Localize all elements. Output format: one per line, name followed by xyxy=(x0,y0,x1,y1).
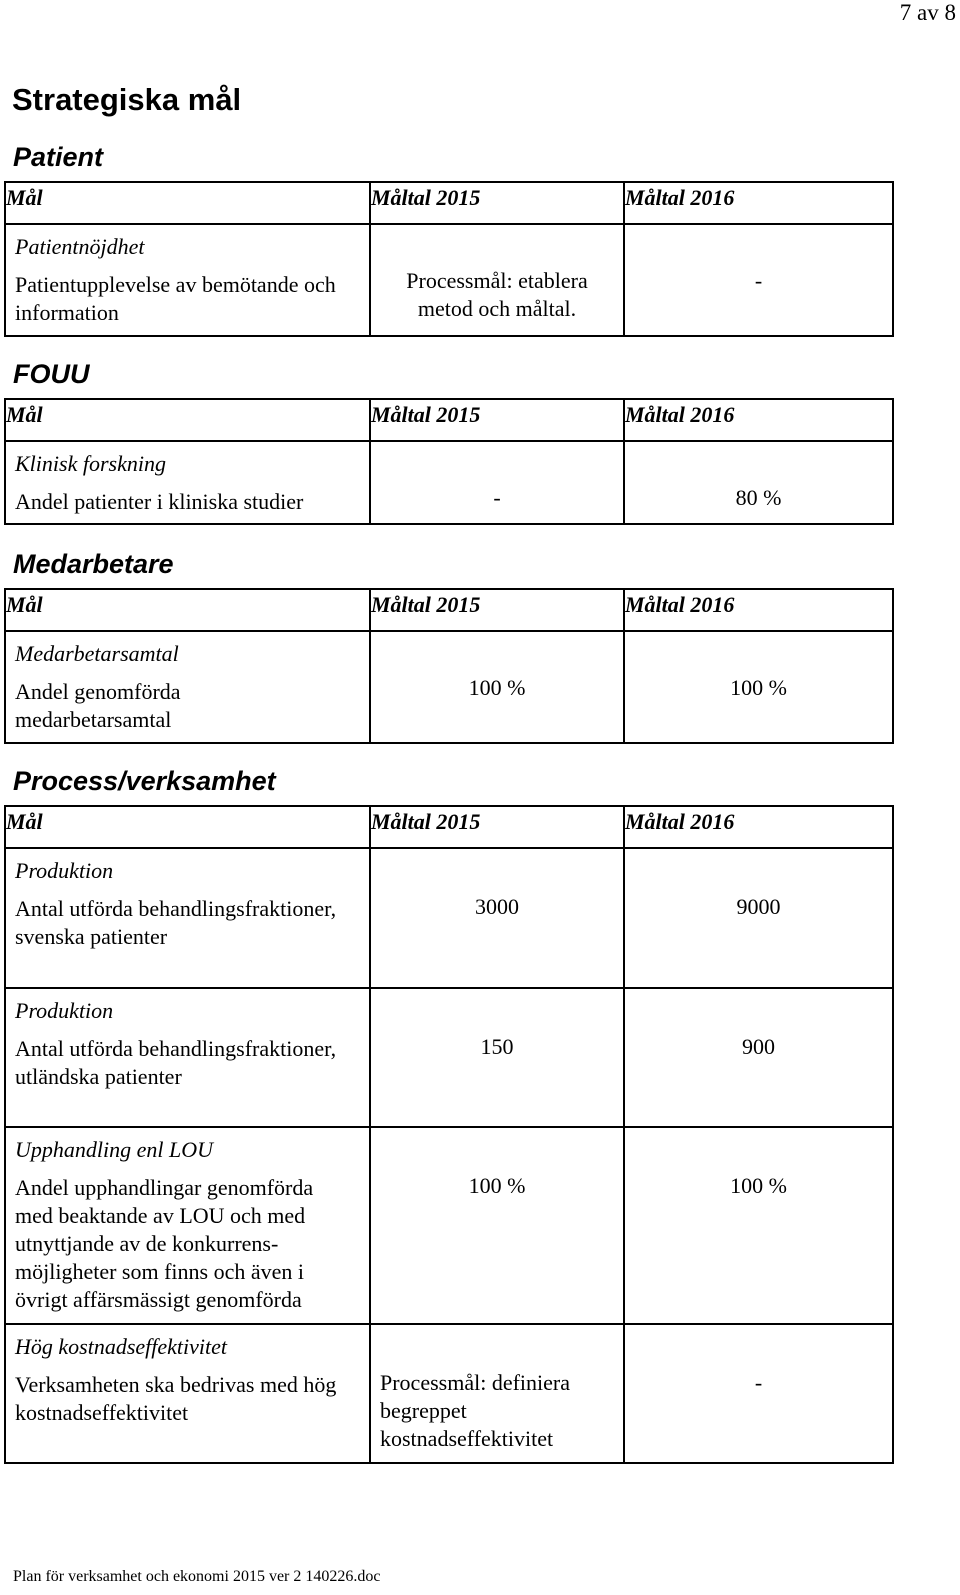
value-2015: - xyxy=(493,485,501,510)
value-2016: 80 % xyxy=(735,485,782,510)
table-fouu xyxy=(4,398,894,525)
table-row xyxy=(5,224,893,336)
header-goal: Mål xyxy=(5,182,370,224)
value-2015: 3000 xyxy=(475,894,519,919)
value-2016: 900 xyxy=(742,1034,775,1059)
header-target-2015: Måltal 2015 xyxy=(370,399,624,441)
header-goal: Mål xyxy=(5,806,370,848)
section-heading-patient: Patient xyxy=(13,142,104,172)
header-goal: Mål xyxy=(5,399,370,441)
value-2016: 100 % xyxy=(730,675,787,700)
value-2016: 100 % xyxy=(730,1173,787,1198)
page-number: 7 av 8 xyxy=(899,0,956,25)
page-title: Strategiska mål xyxy=(12,82,242,117)
goal-description: Andel genomförda medarbetarsamtal xyxy=(15,679,181,732)
table-row xyxy=(5,631,893,743)
goal-category: Patientnöjdhet xyxy=(15,234,145,259)
header-target-2016: Måltal 2016 xyxy=(624,806,893,848)
section-heading-medarbetare: Medarbetare xyxy=(13,549,174,579)
goal-category: Hög kostnadseffektivitet xyxy=(15,1334,227,1359)
goal-category: Medarbetarsamtal xyxy=(15,641,179,666)
table-process xyxy=(4,805,894,1464)
header-target-2016: Måltal 2016 xyxy=(624,182,893,224)
table-row xyxy=(5,1127,893,1324)
value-2016: - xyxy=(754,1370,763,1395)
table-medarbetare xyxy=(4,588,894,744)
goal-description: Antal utförda behandlingsfraktioner, svenska patienter xyxy=(15,896,337,949)
table-row xyxy=(5,1324,893,1463)
header-target-2015: Måltal 2015 xyxy=(370,182,624,224)
document-footer: Plan för verksamhet och ekonomi 2015 ver 2 140226.doc xyxy=(13,1568,381,1585)
goal-category: Klinisk forskning xyxy=(15,451,166,476)
value-2016: 9000 xyxy=(736,894,781,919)
header-target-2015: Måltal 2015 xyxy=(370,806,624,848)
value-2015: 100 % xyxy=(468,1173,526,1198)
table-patient xyxy=(4,181,894,337)
header-target-2016: Måltal 2016 xyxy=(624,399,893,441)
value-2015: 150 xyxy=(480,1034,514,1059)
goal-description: Andel upphandlingar genomförda med beaktande av LOU och med utnyttjande av de konkurrens-möjligheter som finns och även i övrigt affärsmässigt genomförda xyxy=(15,1175,314,1312)
goal-description: Patientupplevelse av bemötande och information xyxy=(15,272,336,325)
table-row xyxy=(5,988,893,1127)
header-target-2016: Måltal 2016 xyxy=(624,589,893,631)
value-2016: - xyxy=(754,268,763,293)
goal-category: Upphandling enl LOU xyxy=(15,1137,213,1162)
value-2015: 100 % xyxy=(468,675,526,700)
goal-category: Produktion xyxy=(15,858,114,883)
section-heading-fouu: FOUU xyxy=(13,359,90,389)
goal-description: Verksamheten ska bedrivas med hög kostnadseffektivitet xyxy=(15,1372,337,1425)
goal-category: Produktion xyxy=(15,998,114,1023)
header-goal: Mål xyxy=(5,589,370,631)
value-2015: Processmål: definiera begreppet kostnadseffektivitet xyxy=(380,1370,570,1451)
goal-description: Andel patienter i kliniska studier xyxy=(15,489,304,514)
value-2015: Processmål: etablera metod och måltal. xyxy=(406,268,588,321)
table-row xyxy=(5,441,893,524)
header-target-2015: Måltal 2015 xyxy=(370,589,624,631)
goal-description: Antal utförda behandlingsfraktioner, utländska patienter xyxy=(15,1036,337,1089)
table-row xyxy=(5,848,893,988)
section-heading-process: Process/verksamhet xyxy=(13,766,276,796)
